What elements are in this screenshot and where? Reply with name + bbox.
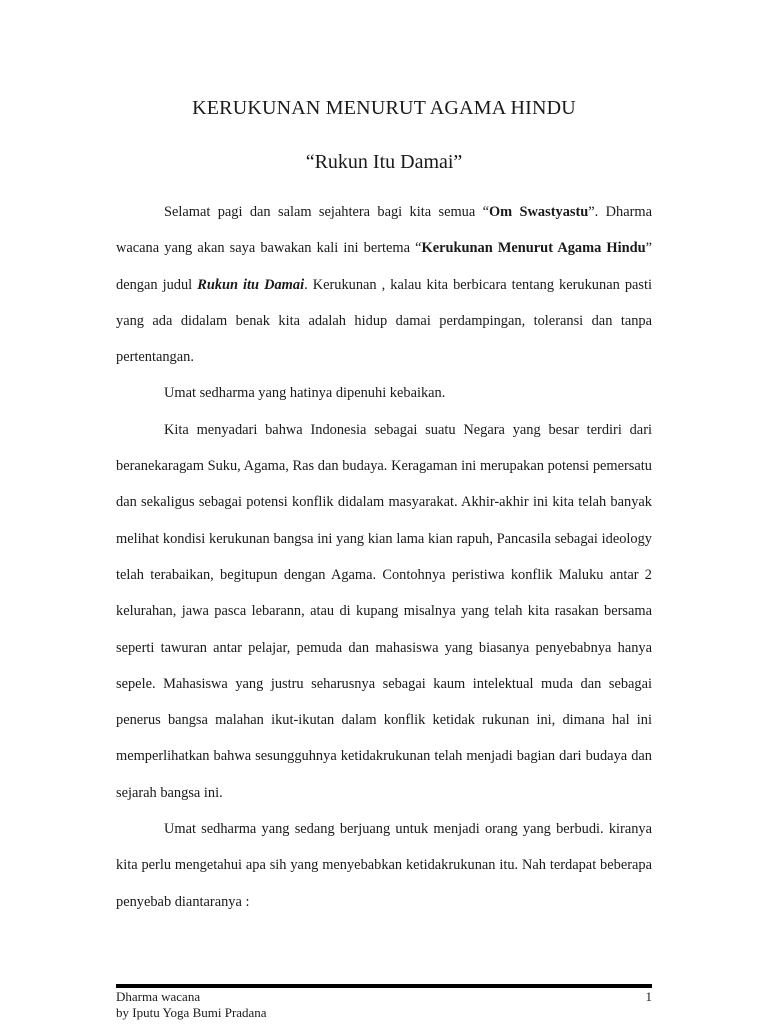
title-bold-italic: Rukun itu Damai: [197, 276, 305, 293]
paragraph-closing: Umat sedharma yang sedang berjuang untuk menjadi orang yang berbudi. kiranya kita perlu mengetahui apa sih yang menyebabkan ketidakrukunan itu. Nah terdapat beberapa penyebab diantaranya :: [116, 821, 652, 910]
theme-bold: Kerukunan Menurut Agama Hindu: [421, 240, 646, 257]
paragraph-text: . Kerukunan , kalau kita berbicara tentang kerukunan pasti yang ada didalam benak kita adalah hidup damai perdampingan, toleransi dan tanpa pertentangan.: [116, 276, 652, 366]
paragraph-text: Selamat pagi dan salam sejahtera bagi kita semua “: [164, 204, 489, 220]
greeting-bold: Om Swastyastu: [488, 204, 589, 220]
paragraph-main: Kita menyadari bahwa Indonesia sebagai suatu Negara yang besar terdiri dari beranekaragam Suku, Agama, Ras dan budaya. Keragaman ini merupakan potensi pemersatu dan sekaligus sebagai potensi konflik didalam masyarakat. Akhir-akhir ini kita telah banyak melihat kondisi kerukunan bangsa ini yang kian lama kian rapuh, Pancasila sebagai ideology telah terabaikan, begitupun dengan Agama. Contohnya peristiwa konflik Maluku antar 2 kelurahan, jawa pasca lebarann, atau di kupang misalnya yang telah kita rasakan bersama seperti tawuran antar pelajar, pemuda dan mahasiswa yang biasanya penyebabnya hanya sepele. Mahasiswa yang justru seharusnya sebagai kaum intelektual muda dan sebagai penerus bangsa malahan ikut-ikutan dalam konflik ketidak rukunan ini, dimana hal ini memperlihatkan bahwa sesungguhnya ketidakrukunan telah menjadi bagian dari budaya dan sejarah bangsa ini.: [116, 421, 652, 801]
footer-row: [116, 989, 652, 1005]
footer-rule: [116, 984, 652, 988]
paragraph-text: ”. Dharma wacana yang akan saya bawakan kali ini bertema “: [116, 204, 652, 257]
document-body: [116, 194, 652, 920]
page-footer: [116, 989, 652, 1021]
document-title: KERUKUNAN MENURUT AGAMA HINDU: [192, 97, 576, 119]
page-number: 1: [645, 989, 652, 1004]
footer-title: Dharma wacana: [116, 989, 201, 1004]
footer-author: by Iputu Yoga Bumi Pradana: [116, 1005, 267, 1020]
paragraph-text: ” dengan judul: [116, 240, 653, 293]
paragraph-address: Umat sedharma yang hatinya dipenuhi kebaikan.: [164, 385, 446, 402]
paragraph-greeting: [116, 194, 652, 375]
document-subtitle: “Rukun Itu Damai”: [305, 151, 463, 173]
